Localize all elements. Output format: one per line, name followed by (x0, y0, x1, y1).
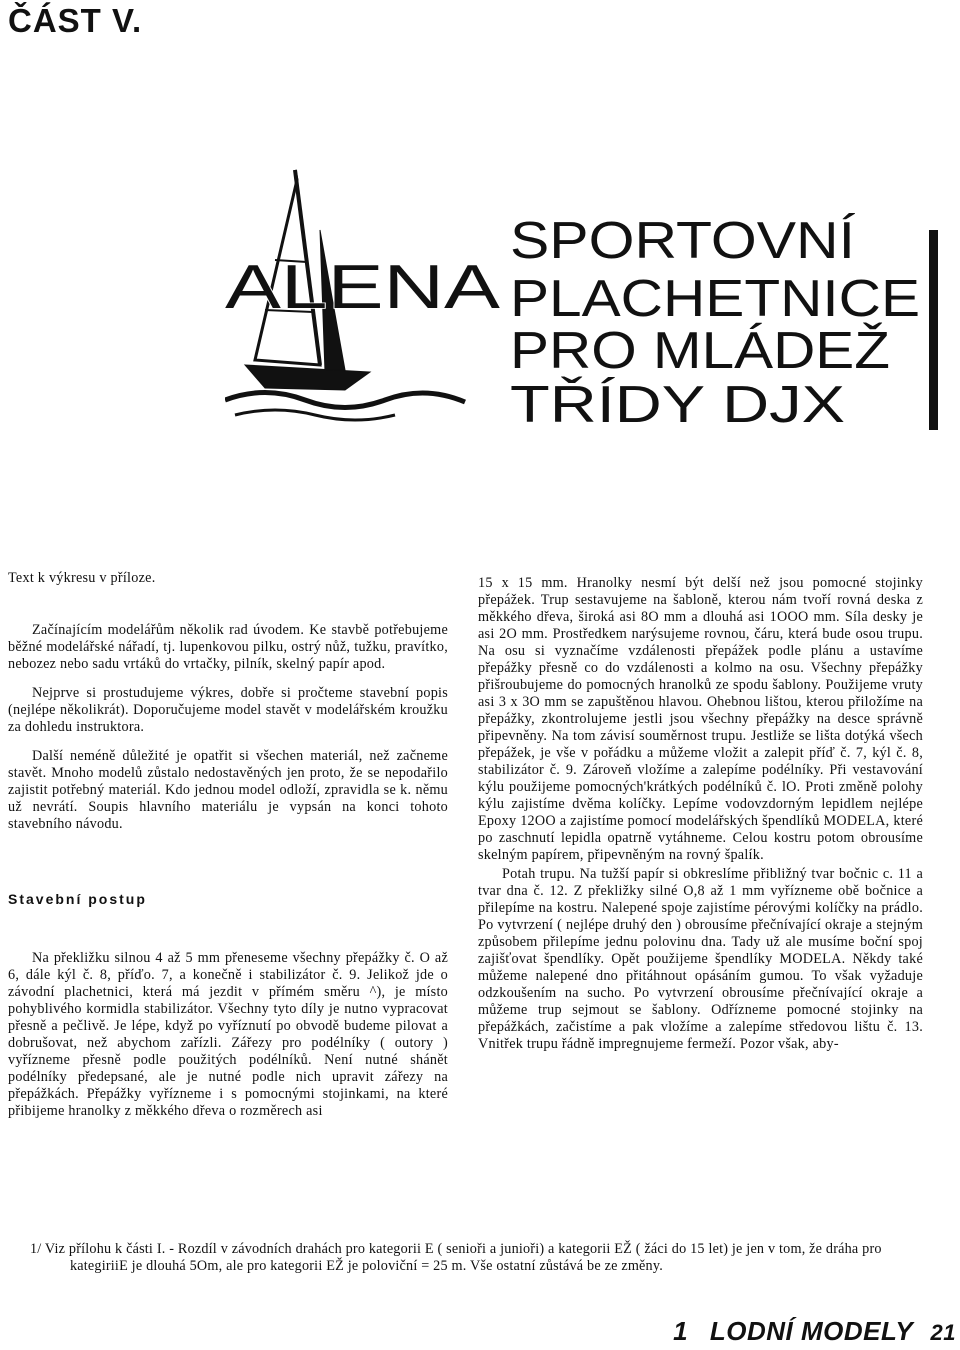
intro-text: Text k výkresu v příloze. (8, 570, 156, 586)
footnote (30, 1241, 910, 1275)
paragraph: Nejprve si prostudujeme výkres, dobře si pročteme stavební popis (nejlépe několikrát). Doporučujeme model stavět v modelářském kroužku za dohledu instruktora. (8, 685, 448, 735)
paragraph: Další neméně důležité je opatřit si všechen materiál, než začneme stavět. Mnoho modelů zůstalo nedostavěných jen proto, že se nepodařilo zajistit potřebný materiál. Kdo jednou model odloží, zpravidla se k. němu už nevrátí. Soupis hlavního materiálu je vypsán na konci tohoto stavebního návodu. (8, 748, 448, 832)
right-column (478, 575, 923, 1053)
paragraph: Na překližku silnou 4 až 5 mm přeneseme všechny přepážky č. O až 6, dále kýl č. 8, příďo. 7, a konečně i stabilizátor č. 9. Jelikož jde o závodní plachetnici, která má jezdit v přímém směru ^), je místo pohyblivého kormidla stabilizátor. Všechny tyto díly je nutno vypracovat přesně a pečlivě. Je lépe, když po vyříznutí po obvodě budeme pilovat a dobrušovat, než abychom zařízli. Zářezy pro podélníky ( outory ) vyřízneme přesně podle použitých podélníků. Není nutné shánět podélníky předepsané, ale je nutné podle nich upravit zářezy na přepážkách. Přepážky vyřízneme i s pomocnými stojinkami, na které přibijeme hranolky z měkkého dřeva o rozměrech asi (8, 950, 448, 1119)
headline-line-4: TŘÍDY DJX (510, 376, 845, 434)
footnote-text: 1/ Viz přílohu k části I. - Rozdíl v závodních drahách pro kategorii E ( senioři a junioři) a kategorii EŽ ( žáci do 15 let) je jen v tom, že dráha pro kategiriiE je dlouhá 5Om, ale pro kategorii EŽ je poloviční = 25 m. Vše ostatní zůstává be ze změny. (30, 1241, 882, 1274)
section-heading: Stavební postup (8, 891, 147, 907)
page-footer (673, 1316, 956, 1347)
decorative-bar (929, 230, 938, 430)
headline-line-2: PLACHETNICE (510, 270, 920, 328)
magazine-name: LODNÍ MODELY (709, 1316, 913, 1346)
issue-number: 1 (673, 1316, 689, 1346)
part-title: ČÁST V. (8, 2, 143, 39)
waves (225, 393, 465, 408)
headline-line-1: SPORTOVNÍ (510, 212, 856, 270)
page-number: 21 (930, 1320, 956, 1345)
left-column (8, 570, 448, 1120)
headline-line-3: PRO MLÁDEŽ (510, 322, 890, 380)
paragraph: Začínajícím modelářům několik rad úvodem. Ke stavbě potřebujeme běžné modelářské nářadí, tj. lupenkovou pilku, ostrý nůž, tužku, pravítko, nebozez nebo sadu vrtáků do vrtačky, pilník, skelný papír apod. (8, 622, 448, 672)
title-illustration (225, 150, 960, 440)
paragraph: Potah trupu. Na tužší papír si obkreslíme přibližný tvar bočnic c. 11 a tvar dna č. 12. Z překližky silné O,8 až 1 mm vyřízneme obě bočnice a přilepíme na kostru. Nalepené spoje zajistíme pérovými kolíčky na prádlo. Po vytvrzení ( nejlépe druhý den ) obrousíme přečnívající okraje a stejným způsobem přilepíme jednu polovinu dna. Tady už ale musíme boční spoj zajišťovat špendlíky. Opět použijeme špendlíky MODELA. Někdy také můžeme nalepené dno přitáhnout opásáním gumou. To však vyžaduje odzkoušením na sucho. Po vytvrzení obrousíme přečnívající okraje a můžeme trup sejmout se šablony. Odřízneme pomocné stojinky na přepážkách, začistíme a pak vložíme a zalepíme středovou lištu č. 13. Vnitřek trupu řádně impregnujeme fermeží. Pozor však, aby- (478, 866, 923, 1052)
hull (245, 365, 370, 390)
boat-name-logo: ALENA (225, 253, 501, 322)
paragraph: 15 x 15 mm. Hranolky nesmí být delší než jsou pomocné stojinky přepážek. Trup sestavujeme na šabloně, kterou nám tvoří rovná deska z měkkého dřeva, široká asi 8O mm a dlouhá asi 1OOO mm. Síla desky je asi 2O mm. Prostředkem narýsujeme rovnou, čáru, která bude osou trupu. Na osu si vyznačíme vzdálenosti přepážek podle plánu a ustavíme přepážky přesně co do vzdálenosti a kolmo na osu. Všechny přepážky přišroubujeme do pomocných hranolků ze spodu šablony. Použijeme vruty asi 3 x 3O mm se zapuštěnou hlavou. Ohebnou lištou, kterou přiložíme na přepážky, zkontrolujeme jestli jsou všechny přepážky na desce správně připevněny. Na tom závisí souměrnost trupu. Jestliže se lišta dotýká všech přepážek, je vše v pořádku a můžeme vložit a zalepit příď č. 7, kýl č. 8, stabilizátor č. 9. Zároveň vložíme a zalepíme podélníky. Při vestavování kýlu použijeme pomocných'krátkých podélníků č. lO. Proti změně polohy kýlu zajistíme dvěma kolíčky. Lepíme vodovzdorným lepidlem nejlépe Epoxy 12OO a zajistíme pomocí modelářských špendlíků MODELA, které po zaschnutí lepidla opatrně vytáhneme. Celou kostru potom obrousíme skelným papírem, připevněným na rovný špalík. (478, 575, 923, 863)
